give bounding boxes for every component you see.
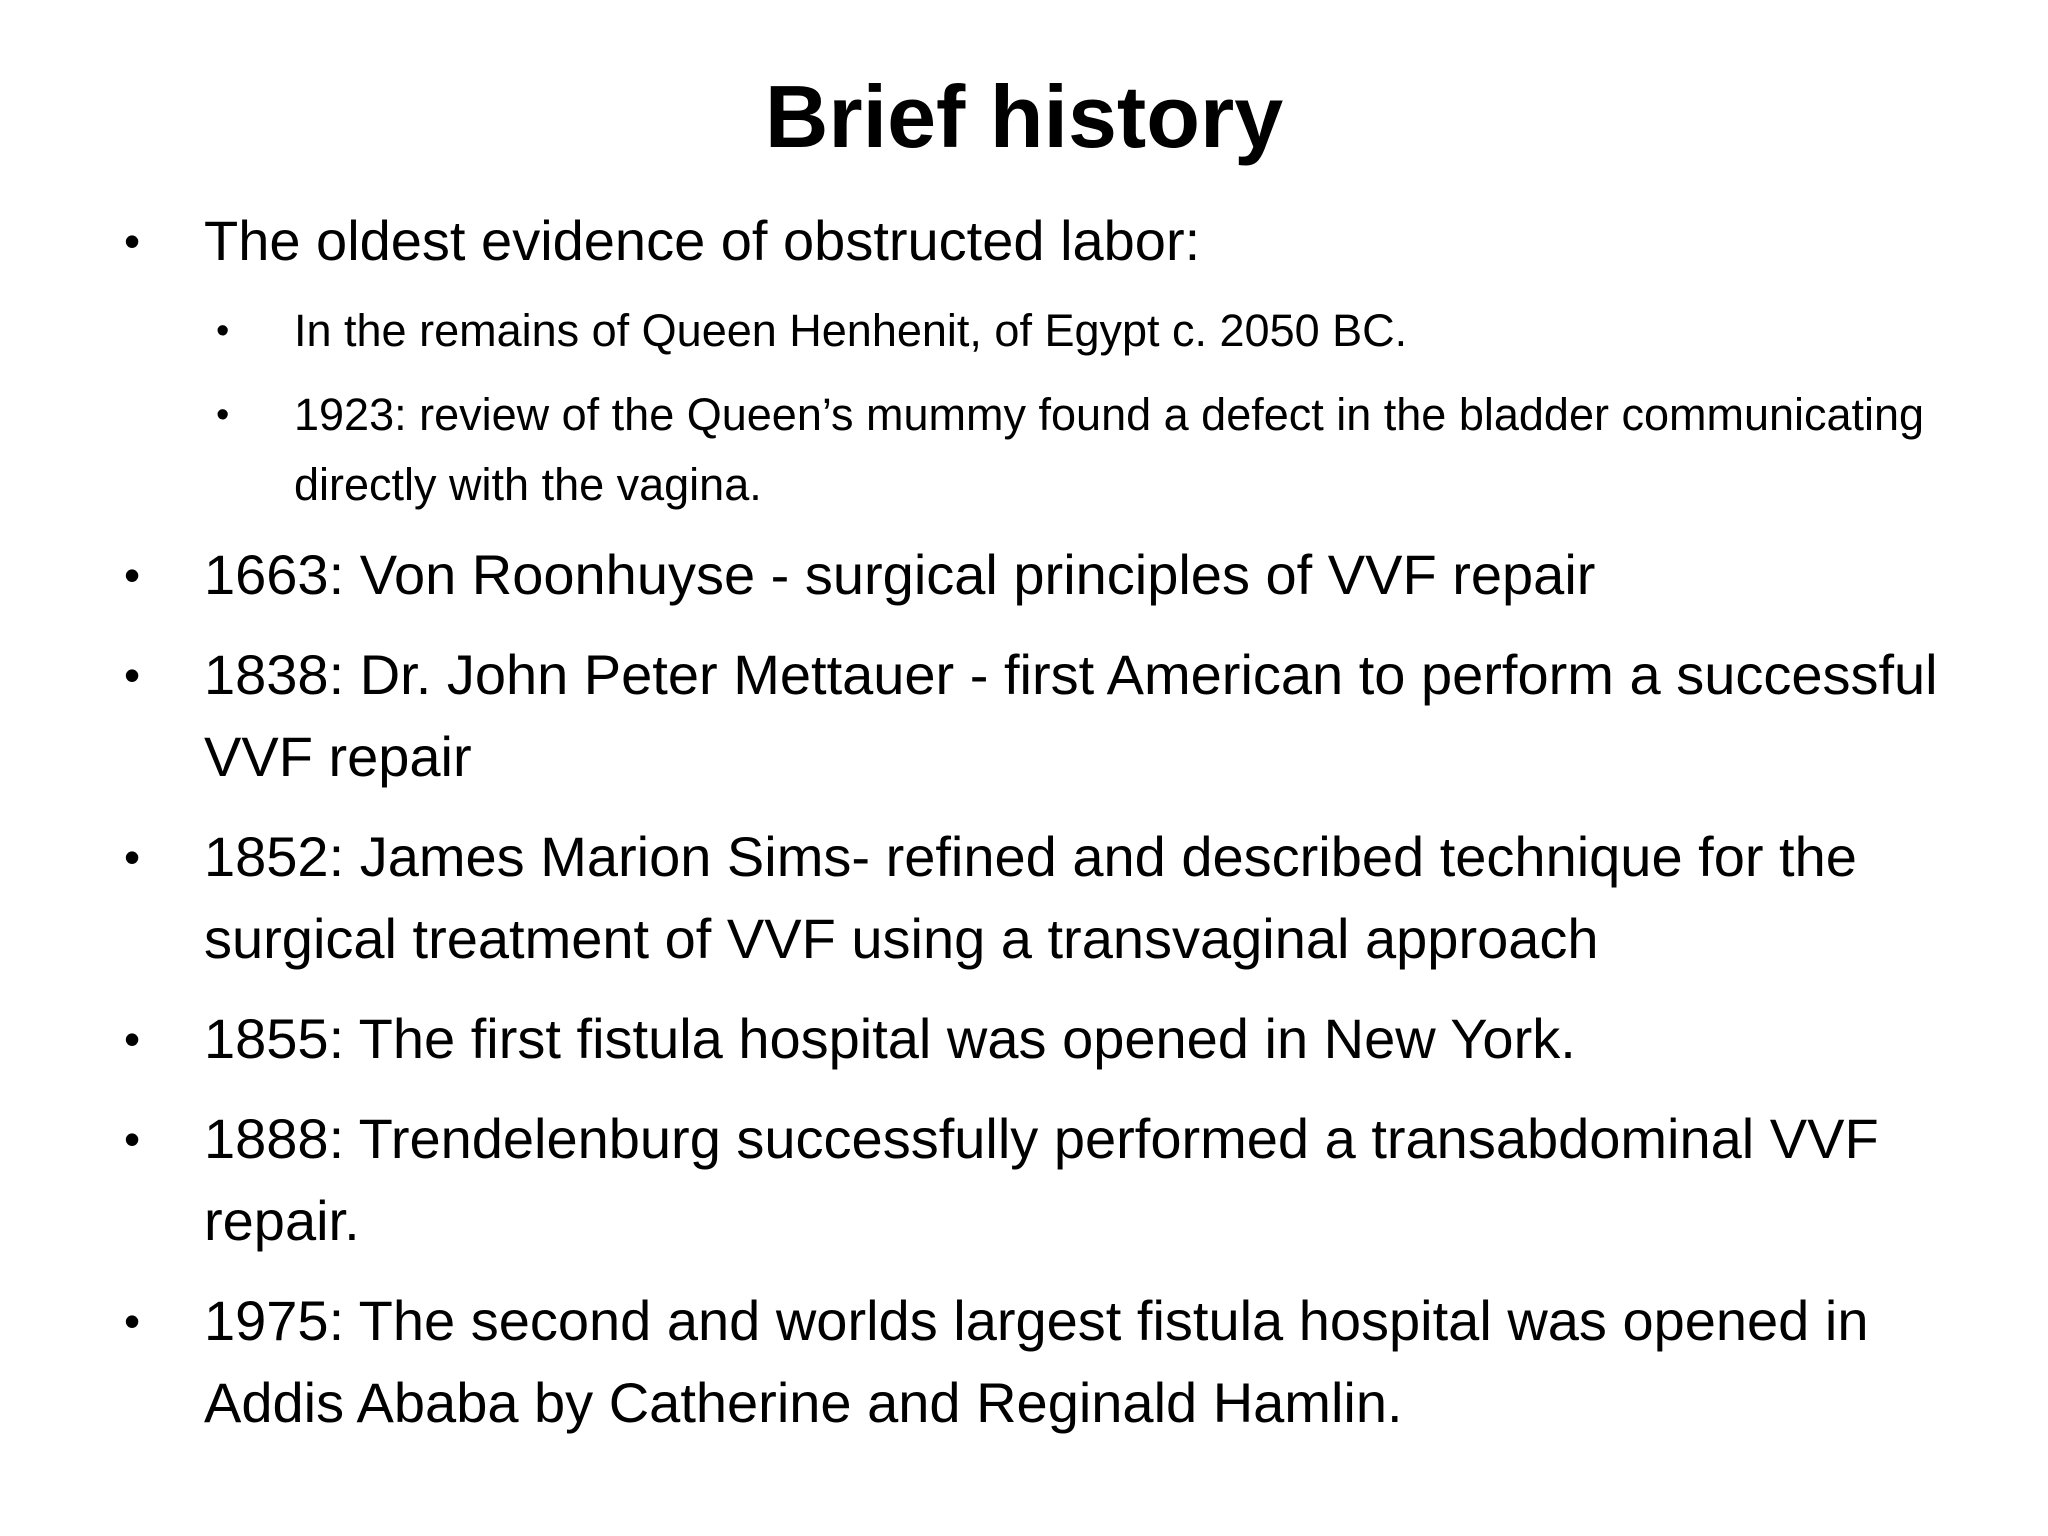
bullet-item xyxy=(120,998,1980,1080)
bullet-list xyxy=(120,200,1980,1462)
bullet-item xyxy=(120,634,1980,798)
bullet-text: 1838: Dr. John Peter Mettauer - first American to perform a successful VVF repair xyxy=(204,643,1938,788)
bullet-icon: • xyxy=(124,1113,141,1165)
bullet-item xyxy=(120,534,1980,616)
bullet-text: 1663: Von Roonhuyse - surgical principles of VVF repair xyxy=(204,543,1596,606)
bullet-icon: • xyxy=(216,394,230,436)
sub-bullet-text: 1923: review of the Queen’s mummy found a defect in the bladder communicating directly with the vagina. xyxy=(294,389,1925,510)
bullet-text: 1975: The second and worlds largest fistula hospital was opened in Addis Ababa by Catherine and Reginald Hamlin. xyxy=(204,1289,1869,1434)
bullet-icon: • xyxy=(124,549,141,601)
bullet-icon: • xyxy=(216,310,230,352)
bullet-icon: • xyxy=(124,215,141,267)
bullet-icon: • xyxy=(124,1295,141,1347)
bullet-text: 1855: The first fistula hospital was opened in New York. xyxy=(204,1007,1576,1070)
slide-title: Brief history xyxy=(764,67,1284,166)
bullet-item xyxy=(120,200,1980,282)
bullet-icon: • xyxy=(124,1013,141,1065)
bullet-item xyxy=(120,1098,1980,1262)
bullet-item xyxy=(120,1280,1980,1444)
bullet-text: 1888: Trendelenburg successfully performed a transabdominal VVF repair. xyxy=(204,1107,1879,1252)
bullet-icon: • xyxy=(124,831,141,883)
bullet-text: The oldest evidence of obstructed labor: xyxy=(204,209,1201,272)
sub-bullet-text: In the remains of Queen Henhenit, of Egypt c. 2050 BC. xyxy=(294,305,1408,356)
sub-bullet-item xyxy=(120,296,1980,366)
bullet-icon: • xyxy=(124,649,141,701)
bullet-item xyxy=(120,816,1980,980)
sub-bullet-list xyxy=(120,296,1980,520)
sub-bullet-item xyxy=(120,380,1980,520)
bullet-text: 1852: James Marion Sims- refined and described technique for the surgical treatment of VVF using a transvaginal approach xyxy=(204,825,1857,970)
